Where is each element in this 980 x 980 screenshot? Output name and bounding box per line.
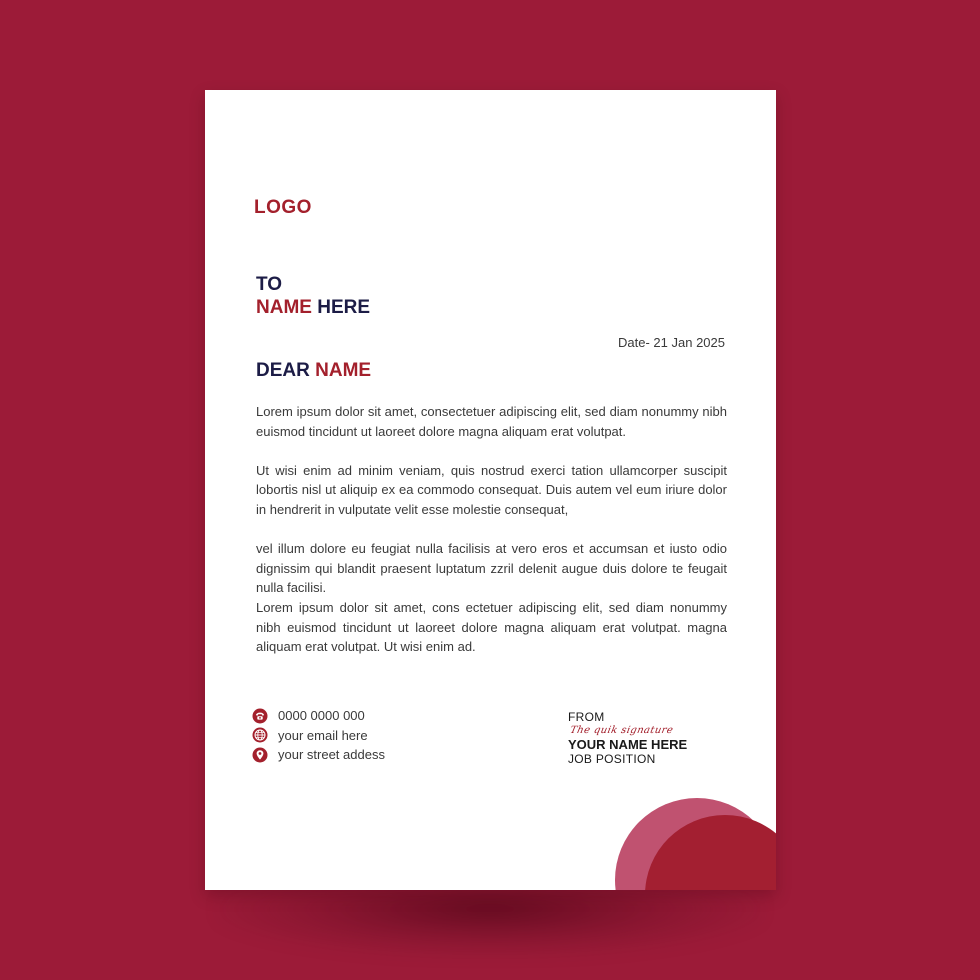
contact-list — [252, 706, 385, 765]
recipient-name — [256, 296, 370, 319]
sender-name: YOUR NAME HERE — [568, 737, 688, 752]
recipient-name-rest: HERE — [317, 297, 371, 318]
contact-email — [252, 726, 385, 746]
phone-icon — [252, 708, 268, 724]
contact-phone — [252, 706, 385, 726]
body-paragraph: Lorem ipsum dolor sit amet, cons ectetuer adipiscing elit, sed diam nonummy nibh euismod tincidunt ut laoreet dolore magna aliquam erat volutpat. magna aliquam erat volutpat. Ut wisi enim ad. — [256, 599, 727, 655]
sheet-shadow — [215, 888, 765, 958]
globe-icon — [252, 727, 268, 743]
logo: LOGO — [254, 197, 312, 218]
salutation — [256, 360, 371, 382]
contact-address-text: your street addess — [278, 747, 385, 763]
salutation-name: NAME — [315, 360, 372, 381]
letter-date: Date- 21 Jan 2025 — [618, 335, 725, 350]
recipient-block — [256, 273, 370, 319]
letterhead-page — [205, 90, 776, 890]
sender-position: JOB POSITION — [568, 752, 656, 766]
letter-body — [256, 402, 727, 657]
contact-address — [252, 745, 385, 765]
recipient-name-accent: NAME — [256, 297, 312, 318]
to-label: TO — [256, 274, 283, 295]
signature: The quik signature — [568, 725, 675, 736]
contact-phone-text: 0000 0000 000 — [278, 708, 365, 724]
body-paragraph: Lorem ipsum dolor sit amet, consectetuer adipiscing elit, sed diam nonummy nibh euismod tincidunt ut laoreet dolore magna aliquam erat volutpat. — [256, 404, 727, 439]
from-label: FROM — [568, 710, 605, 724]
location-pin-icon — [252, 747, 268, 763]
contact-email-text: your email here — [278, 727, 368, 743]
body-paragraph: Ut wisi enim ad minim veniam, quis nostrud exerci tation ullamcorper suscipit lobortis nisl ut aliquip ex ea commodo consequat. Duis autem vel eum iriure dolor in hendrerit in vulputate velit esse molestie consequat, — [256, 462, 727, 517]
sender-block — [568, 710, 687, 766]
salutation-label: DEAR — [256, 360, 310, 381]
body-paragraph: vel illum dolore eu feugiat nulla facilisis at vero eros et accumsan et iusto odio dignissim qui blandit praesent luptatum zzril delenit augue duis dolore te feugait nulla facilisi. — [256, 541, 727, 596]
